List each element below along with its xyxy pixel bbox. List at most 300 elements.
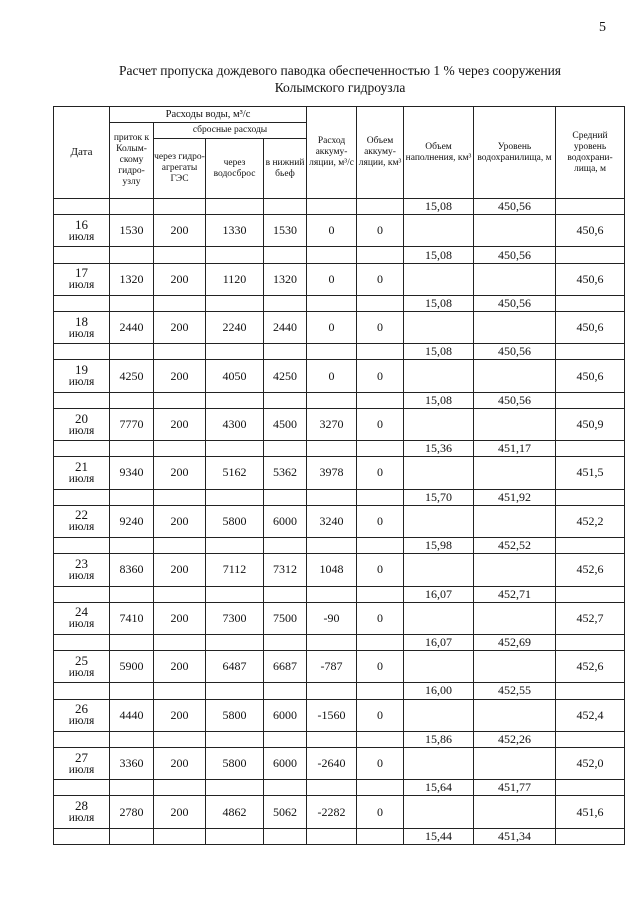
- spillway-flow-cell: 4862: [206, 796, 264, 828]
- date-day: 28: [75, 798, 88, 814]
- empty-cell: [556, 392, 625, 408]
- empty-cell: [154, 731, 206, 747]
- date-month: июля: [68, 327, 95, 340]
- inflow-cell: 3360: [110, 747, 154, 779]
- accumulation-volume-cell: 0: [357, 796, 404, 828]
- empty-cell: [556, 489, 625, 505]
- empty-cell: [404, 796, 474, 828]
- empty-cell: [264, 586, 307, 602]
- empty-cell: [404, 360, 474, 392]
- empty-cell: [54, 247, 110, 263]
- fill-volume-cell: 15,08: [404, 199, 474, 215]
- downstream-flow-cell: 5062: [264, 796, 307, 828]
- empty-cell: [404, 408, 474, 440]
- empty-cell: [307, 295, 357, 311]
- average-level-cell: 452,0: [556, 747, 625, 779]
- page-number: 5: [599, 20, 606, 35]
- accumulation-volume-cell: 0: [357, 408, 404, 440]
- date-day: 26: [75, 701, 88, 717]
- date-day: 24: [75, 604, 88, 620]
- date-day: 18: [75, 313, 88, 329]
- header-fill-volume: Объем наполнения, км³: [404, 107, 474, 199]
- accumulation-flow-cell: -787: [307, 651, 357, 683]
- accumulation-flow-cell: 3978: [307, 457, 357, 489]
- average-level-cell: 452,6: [556, 554, 625, 586]
- spillway-flow-cell: 7112: [206, 554, 264, 586]
- empty-cell: [556, 828, 625, 844]
- accumulation-flow-cell: -1560: [307, 699, 357, 731]
- empty-cell: [404, 505, 474, 537]
- empty-cell: [404, 699, 474, 731]
- accumulation-volume-cell: 0: [357, 263, 404, 295]
- empty-cell: [54, 586, 110, 602]
- header-through-spillway: через водосброс: [206, 139, 264, 199]
- accumulation-flow-cell: -2282: [307, 796, 357, 828]
- empty-cell: [307, 489, 357, 505]
- spillway-flow-cell: 2240: [206, 312, 264, 344]
- table-body: [54, 199, 625, 845]
- downstream-flow-cell: 6687: [264, 651, 307, 683]
- empty-cell: [110, 828, 154, 844]
- table-row: [54, 215, 625, 247]
- document-subtitle: Колымского гидроузла: [274, 80, 406, 95]
- units-flow-cell: 200: [154, 263, 206, 295]
- spillway-flow-cell: 4300: [206, 408, 264, 440]
- empty-cell: [110, 199, 154, 215]
- date-cell: [54, 747, 110, 779]
- spillway-flow-cell: 1120: [206, 263, 264, 295]
- empty-cell: [556, 683, 625, 699]
- date-day: 21: [75, 458, 88, 474]
- date-month: июля: [68, 569, 95, 582]
- header-accumulation-volume: Объем аккуму-ляции, км³: [357, 107, 404, 199]
- empty-cell: [357, 247, 404, 263]
- empty-cell: [357, 780, 404, 796]
- date-day: 17: [75, 265, 88, 281]
- average-level-cell: 452,2: [556, 505, 625, 537]
- empty-cell: [357, 295, 404, 311]
- document-title: Расчет пропуска дождевого паводка обеспеченностью 1 % через сооружения: [118, 63, 561, 78]
- subrow: [54, 199, 625, 215]
- downstream-flow-cell: 6000: [264, 505, 307, 537]
- date-day: 20: [75, 410, 88, 426]
- empty-cell: [206, 295, 264, 311]
- header-water-flows: Расходы воды, м³/с: [110, 107, 307, 123]
- empty-cell: [110, 489, 154, 505]
- spillway-flow-cell: 4050: [206, 360, 264, 392]
- downstream-flow-cell: 6000: [264, 747, 307, 779]
- empty-cell: [206, 538, 264, 554]
- accumulation-flow-cell: 0: [307, 215, 357, 247]
- empty-cell: [307, 247, 357, 263]
- empty-cell: [474, 554, 556, 586]
- empty-cell: [556, 586, 625, 602]
- empty-cell: [110, 344, 154, 360]
- empty-cell: [54, 392, 110, 408]
- empty-cell: [264, 295, 307, 311]
- spillway-flow-cell: 5800: [206, 505, 264, 537]
- subrow: [54, 344, 625, 360]
- units-flow-cell: 200: [154, 215, 206, 247]
- empty-cell: [154, 586, 206, 602]
- empty-cell: [54, 344, 110, 360]
- average-level-cell: 452,6: [556, 651, 625, 683]
- fill-volume-cell: 16,07: [404, 634, 474, 650]
- empty-cell: [206, 199, 264, 215]
- downstream-flow-cell: 2440: [264, 312, 307, 344]
- reservoir-level-cell: 451,92: [474, 489, 556, 505]
- empty-cell: [154, 780, 206, 796]
- table-row: [54, 747, 625, 779]
- spillway-flow-cell: 5800: [206, 747, 264, 779]
- empty-cell: [404, 457, 474, 489]
- accumulation-flow-cell: 3270: [307, 408, 357, 440]
- empty-cell: [110, 731, 154, 747]
- date-month: июля: [68, 618, 95, 631]
- empty-cell: [556, 731, 625, 747]
- empty-cell: [264, 828, 307, 844]
- empty-cell: [264, 199, 307, 215]
- accumulation-volume-cell: 0: [357, 215, 404, 247]
- subrow: [54, 441, 625, 457]
- average-level-cell: 450,6: [556, 312, 625, 344]
- subrow: [54, 731, 625, 747]
- inflow-cell: 1320: [110, 263, 154, 295]
- inflow-cell: 8360: [110, 554, 154, 586]
- empty-cell: [264, 392, 307, 408]
- subrow: [54, 780, 625, 796]
- empty-cell: [474, 215, 556, 247]
- empty-cell: [307, 392, 357, 408]
- average-level-cell: 450,6: [556, 360, 625, 392]
- empty-cell: [474, 796, 556, 828]
- empty-cell: [264, 344, 307, 360]
- table-row: [54, 796, 625, 828]
- empty-cell: [556, 199, 625, 215]
- reservoir-level-cell: 452,71: [474, 586, 556, 602]
- empty-cell: [154, 344, 206, 360]
- accumulation-flow-cell: 0: [307, 263, 357, 295]
- downstream-flow-cell: 1320: [264, 263, 307, 295]
- empty-cell: [404, 215, 474, 247]
- header-inflow: приток к Колым-скому гидро-узлу: [110, 123, 154, 199]
- accumulation-flow-cell: 0: [307, 360, 357, 392]
- reservoir-level-cell: 450,56: [474, 247, 556, 263]
- fill-volume-cell: 15,36: [404, 441, 474, 457]
- subrow: [54, 683, 625, 699]
- reservoir-level-cell: 450,56: [474, 392, 556, 408]
- inflow-cell: 1530: [110, 215, 154, 247]
- empty-cell: [556, 247, 625, 263]
- empty-cell: [307, 538, 357, 554]
- units-flow-cell: 200: [154, 554, 206, 586]
- date-month: июля: [68, 279, 95, 292]
- subrow: [54, 392, 625, 408]
- empty-cell: [357, 634, 404, 650]
- date-day: 25: [75, 652, 88, 668]
- empty-cell: [110, 441, 154, 457]
- empty-cell: [474, 505, 556, 537]
- units-flow-cell: 200: [154, 505, 206, 537]
- empty-cell: [54, 441, 110, 457]
- empty-cell: [54, 295, 110, 311]
- date-cell: [54, 796, 110, 828]
- date-cell: [54, 457, 110, 489]
- inflow-cell: 9240: [110, 505, 154, 537]
- inflow-cell: 9340: [110, 457, 154, 489]
- downstream-flow-cell: 1530: [264, 215, 307, 247]
- header-discharge: сбросные расходы: [154, 123, 307, 139]
- reservoir-level-cell: 451,77: [474, 780, 556, 796]
- date-month: июля: [68, 521, 95, 534]
- empty-cell: [264, 780, 307, 796]
- empty-cell: [556, 344, 625, 360]
- date-month: июля: [68, 666, 95, 679]
- downstream-flow-cell: 6000: [264, 699, 307, 731]
- empty-cell: [307, 199, 357, 215]
- empty-cell: [54, 780, 110, 796]
- empty-cell: [357, 392, 404, 408]
- date-day: 16: [75, 216, 88, 232]
- header-date: Дата: [54, 107, 110, 199]
- empty-cell: [54, 731, 110, 747]
- reservoir-level-cell: 452,26: [474, 731, 556, 747]
- accumulation-flow-cell: 3240: [307, 505, 357, 537]
- fill-volume-cell: 15,64: [404, 780, 474, 796]
- average-level-cell: 450,6: [556, 215, 625, 247]
- average-level-cell: 452,4: [556, 699, 625, 731]
- accumulation-flow-cell: 0: [307, 312, 357, 344]
- empty-cell: [110, 634, 154, 650]
- empty-cell: [556, 295, 625, 311]
- table-row: [54, 505, 625, 537]
- empty-cell: [206, 489, 264, 505]
- spillway-flow-cell: 1330: [206, 215, 264, 247]
- subrow: [54, 586, 625, 602]
- accumulation-volume-cell: 0: [357, 651, 404, 683]
- empty-cell: [264, 683, 307, 699]
- date-cell: [54, 651, 110, 683]
- subrow: [54, 634, 625, 650]
- empty-cell: [110, 247, 154, 263]
- date-month: июля: [68, 376, 95, 389]
- empty-cell: [154, 392, 206, 408]
- downstream-flow-cell: 5362: [264, 457, 307, 489]
- empty-cell: [206, 344, 264, 360]
- empty-cell: [357, 586, 404, 602]
- inflow-cell: 4250: [110, 360, 154, 392]
- empty-cell: [154, 441, 206, 457]
- empty-cell: [264, 489, 307, 505]
- subrow: [54, 295, 625, 311]
- fill-volume-cell: 15,70: [404, 489, 474, 505]
- average-level-cell: 451,5: [556, 457, 625, 489]
- empty-cell: [357, 538, 404, 554]
- date-month: июля: [68, 424, 95, 437]
- header-average-level: Средний уровень водохрани-лища, м: [556, 107, 625, 199]
- accumulation-volume-cell: 0: [357, 554, 404, 586]
- date-cell: [54, 602, 110, 634]
- date-month: июля: [68, 715, 95, 728]
- inflow-cell: 5900: [110, 651, 154, 683]
- empty-cell: [264, 731, 307, 747]
- empty-cell: [264, 538, 307, 554]
- empty-cell: [404, 747, 474, 779]
- empty-cell: [474, 747, 556, 779]
- date-cell: [54, 505, 110, 537]
- date-day: 27: [75, 749, 88, 765]
- units-flow-cell: 200: [154, 312, 206, 344]
- empty-cell: [154, 247, 206, 263]
- empty-cell: [110, 538, 154, 554]
- empty-cell: [556, 780, 625, 796]
- empty-cell: [154, 683, 206, 699]
- units-flow-cell: 200: [154, 747, 206, 779]
- date-cell: [54, 408, 110, 440]
- empty-cell: [54, 489, 110, 505]
- units-flow-cell: 200: [154, 408, 206, 440]
- empty-cell: [357, 441, 404, 457]
- fill-volume-cell: 15,08: [404, 392, 474, 408]
- downstream-flow-cell: 4250: [264, 360, 307, 392]
- empty-cell: [404, 651, 474, 683]
- empty-cell: [154, 538, 206, 554]
- empty-cell: [206, 828, 264, 844]
- empty-cell: [307, 780, 357, 796]
- fill-volume-cell: 15,08: [404, 295, 474, 311]
- fill-volume-cell: 15,98: [404, 538, 474, 554]
- table-row: [54, 602, 625, 634]
- empty-cell: [404, 263, 474, 295]
- empty-cell: [307, 344, 357, 360]
- reservoir-level-cell: 451,34: [474, 828, 556, 844]
- accumulation-flow-cell: -90: [307, 602, 357, 634]
- reservoir-level-cell: 452,55: [474, 683, 556, 699]
- empty-cell: [110, 683, 154, 699]
- empty-cell: [54, 538, 110, 554]
- flood-routing-table: [53, 106, 625, 845]
- empty-cell: [357, 199, 404, 215]
- empty-cell: [206, 586, 264, 602]
- spillway-flow-cell: 7300: [206, 602, 264, 634]
- average-level-cell: 450,9: [556, 408, 625, 440]
- date-month: июля: [68, 812, 95, 825]
- table-row: [54, 457, 625, 489]
- empty-cell: [474, 457, 556, 489]
- units-flow-cell: 200: [154, 602, 206, 634]
- empty-cell: [54, 199, 110, 215]
- reservoir-level-cell: 452,52: [474, 538, 556, 554]
- empty-cell: [307, 731, 357, 747]
- fill-volume-cell: 16,00: [404, 683, 474, 699]
- empty-cell: [206, 683, 264, 699]
- inflow-cell: 7770: [110, 408, 154, 440]
- empty-cell: [206, 731, 264, 747]
- fill-volume-cell: 15,44: [404, 828, 474, 844]
- empty-cell: [474, 312, 556, 344]
- empty-cell: [307, 634, 357, 650]
- accumulation-volume-cell: 0: [357, 602, 404, 634]
- empty-cell: [110, 780, 154, 796]
- empty-cell: [206, 634, 264, 650]
- date-cell: [54, 312, 110, 344]
- empty-cell: [474, 651, 556, 683]
- empty-cell: [264, 247, 307, 263]
- header-reservoir-level: Уровень водохранилища, м: [474, 107, 556, 199]
- empty-cell: [264, 634, 307, 650]
- date-day: 19: [75, 362, 88, 378]
- fill-volume-cell: 16,07: [404, 586, 474, 602]
- date-cell: [54, 263, 110, 295]
- empty-cell: [206, 780, 264, 796]
- accumulation-flow-cell: 1048: [307, 554, 357, 586]
- header-downstream: в нижний бьеф: [264, 139, 307, 199]
- empty-cell: [357, 683, 404, 699]
- empty-cell: [307, 441, 357, 457]
- fill-volume-cell: 15,86: [404, 731, 474, 747]
- table-row: [54, 651, 625, 683]
- header-through-units: через гидро-агрегаты ГЭС: [154, 139, 206, 199]
- table-row: [54, 263, 625, 295]
- table-row: [54, 554, 625, 586]
- empty-cell: [307, 828, 357, 844]
- table-row: [54, 360, 625, 392]
- empty-cell: [556, 538, 625, 554]
- inflow-cell: 2440: [110, 312, 154, 344]
- reservoir-level-cell: 450,56: [474, 295, 556, 311]
- empty-cell: [404, 554, 474, 586]
- empty-cell: [154, 828, 206, 844]
- spillway-flow-cell: 5800: [206, 699, 264, 731]
- spillway-flow-cell: 6487: [206, 651, 264, 683]
- empty-cell: [110, 586, 154, 602]
- table-row: [54, 408, 625, 440]
- date-cell: [54, 554, 110, 586]
- units-flow-cell: 200: [154, 457, 206, 489]
- accumulation-volume-cell: 0: [357, 312, 404, 344]
- date-cell: [54, 699, 110, 731]
- accumulation-flow-cell: -2640: [307, 747, 357, 779]
- subrow: [54, 538, 625, 554]
- accumulation-volume-cell: 0: [357, 699, 404, 731]
- empty-cell: [54, 634, 110, 650]
- empty-cell: [110, 295, 154, 311]
- empty-cell: [357, 489, 404, 505]
- subrow: [54, 489, 625, 505]
- date-day: 22: [75, 507, 88, 523]
- date-day: 23: [75, 555, 88, 571]
- average-level-cell: 450,6: [556, 263, 625, 295]
- empty-cell: [307, 586, 357, 602]
- accumulation-volume-cell: 0: [357, 747, 404, 779]
- empty-cell: [357, 731, 404, 747]
- header-accumulation-flow: Расход аккуму-ляции, м³/с: [307, 107, 357, 199]
- average-level-cell: 452,7: [556, 602, 625, 634]
- empty-cell: [206, 392, 264, 408]
- empty-cell: [206, 441, 264, 457]
- date-month: июля: [68, 763, 95, 776]
- accumulation-volume-cell: 0: [357, 505, 404, 537]
- reservoir-level-cell: 452,69: [474, 634, 556, 650]
- date-cell: [54, 360, 110, 392]
- downstream-flow-cell: 7312: [264, 554, 307, 586]
- empty-cell: [154, 199, 206, 215]
- empty-cell: [474, 408, 556, 440]
- average-level-cell: 451,6: [556, 796, 625, 828]
- table-row: [54, 699, 625, 731]
- empty-cell: [556, 634, 625, 650]
- units-flow-cell: 200: [154, 651, 206, 683]
